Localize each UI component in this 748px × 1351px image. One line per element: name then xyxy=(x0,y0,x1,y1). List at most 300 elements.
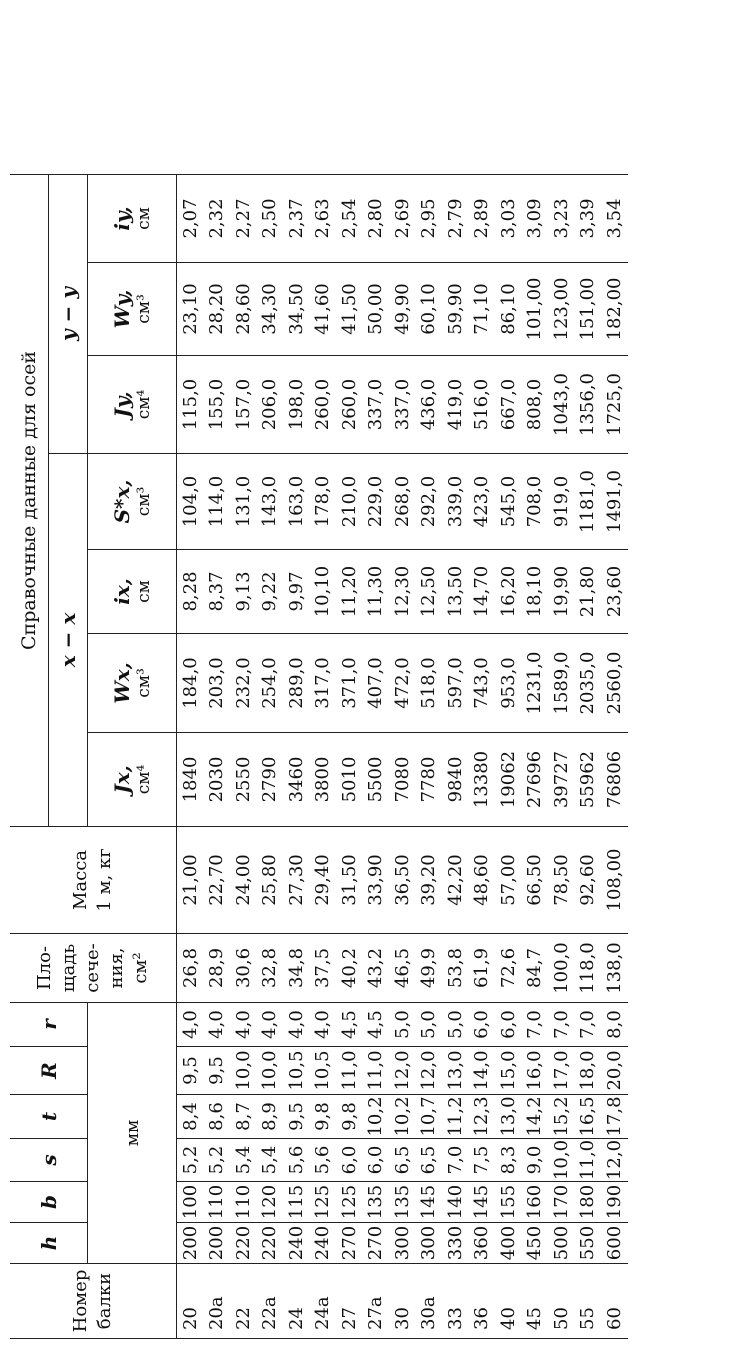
cell-iy: 3,03 xyxy=(495,175,522,263)
cell-h: 300 xyxy=(416,1223,443,1264)
cell-beam-number: 45 xyxy=(522,1264,549,1339)
header-Wy: Wy, см³ xyxy=(88,263,177,356)
cell-Wx: 518,0 xyxy=(416,634,443,733)
table-row xyxy=(310,175,337,1339)
cell-t: 9,8 xyxy=(310,1095,337,1139)
cell-Wy: 23,10 xyxy=(177,263,204,356)
cell-area: 138,0 xyxy=(601,934,628,1003)
header-Sx: S*x, см³ xyxy=(88,454,177,550)
cell-mass: 33,90 xyxy=(363,827,390,934)
cell-Sx: 114,0 xyxy=(204,454,231,550)
cell-Jx: 5500 xyxy=(363,733,390,827)
cell-r: 7,0 xyxy=(548,1003,575,1047)
cell-ix: 12,30 xyxy=(389,550,416,634)
cell-h: 200 xyxy=(204,1223,231,1264)
cell-Jx: 27696 xyxy=(522,733,549,827)
cell-ix: 8,28 xyxy=(177,550,204,634)
cell-r: 8,0 xyxy=(601,1003,628,1047)
cell-Sx: 163,0 xyxy=(283,454,310,550)
cell-Wy: 41,60 xyxy=(310,263,337,356)
cell-R: 12,0 xyxy=(416,1047,443,1095)
table-body xyxy=(177,175,628,1339)
cell-Wy: 86,10 xyxy=(495,263,522,356)
cell-Sx: 1181,0 xyxy=(575,454,602,550)
cell-r: 4,5 xyxy=(363,1003,390,1047)
header-reference-data: Справочные данные для осей xyxy=(10,175,49,827)
cell-Jx: 5010 xyxy=(336,733,363,827)
cell-b: 125 xyxy=(310,1182,337,1223)
cell-b: 155 xyxy=(495,1182,522,1223)
cell-h: 200 xyxy=(177,1223,204,1264)
cell-t: 9,5 xyxy=(283,1095,310,1139)
header-b: b xyxy=(10,1182,88,1223)
cell-Sx: 292,0 xyxy=(416,454,443,550)
cell-Jy: 808,0 xyxy=(522,356,549,454)
cell-ix: 9,97 xyxy=(283,550,310,634)
cell-h: 360 xyxy=(469,1223,496,1264)
cell-Wx: 743,0 xyxy=(469,634,496,733)
cell-R: 17,0 xyxy=(548,1047,575,1095)
cell-Jy: 1043,0 xyxy=(548,356,575,454)
cell-Wy: 34,30 xyxy=(257,263,284,356)
table-row xyxy=(575,175,602,1339)
cell-Wx: 953,0 xyxy=(495,634,522,733)
cell-s: 9,0 xyxy=(522,1139,549,1182)
cell-h: 240 xyxy=(283,1223,310,1264)
table-row xyxy=(495,175,522,1339)
cell-beam-number: 27а xyxy=(363,1264,390,1339)
cell-s: 5,6 xyxy=(310,1139,337,1182)
cell-mass: 42,20 xyxy=(442,827,469,934)
cell-b: 140 xyxy=(442,1182,469,1223)
cell-mass: 78,50 xyxy=(548,827,575,934)
cell-Wx: 472,0 xyxy=(389,634,416,733)
table-row xyxy=(416,175,443,1339)
cell-Sx: 708,0 xyxy=(522,454,549,550)
table-row xyxy=(257,175,284,1339)
cell-h: 500 xyxy=(548,1223,575,1264)
cell-mass: 66,50 xyxy=(522,827,549,934)
cell-t: 14,2 xyxy=(522,1095,549,1139)
cell-h: 550 xyxy=(575,1223,602,1264)
table-row xyxy=(336,175,363,1339)
cell-area: 49,9 xyxy=(416,934,443,1003)
cell-Jy: 667,0 xyxy=(495,356,522,454)
header-iy: iy, см xyxy=(88,175,177,263)
cell-t: 10,2 xyxy=(363,1095,390,1139)
header-R: R xyxy=(10,1047,88,1095)
cell-iy: 2,63 xyxy=(310,175,337,263)
cell-Jx: 19062 xyxy=(495,733,522,827)
cell-iy: 3,54 xyxy=(601,175,628,263)
cell-Sx: 104,0 xyxy=(177,454,204,550)
cell-Jx: 2550 xyxy=(230,733,257,827)
cell-h: 400 xyxy=(495,1223,522,1264)
cell-area: 100,0 xyxy=(548,934,575,1003)
cell-b: 145 xyxy=(469,1182,496,1223)
cell-iy: 2,27 xyxy=(230,175,257,263)
cell-mass: 31,50 xyxy=(336,827,363,934)
cell-ix: 8,37 xyxy=(204,550,231,634)
cell-Sx: 423,0 xyxy=(469,454,496,550)
cell-Sx: 1491,0 xyxy=(601,454,628,550)
cell-mass: 29,40 xyxy=(310,827,337,934)
cell-s: 6,0 xyxy=(336,1139,363,1182)
cell-t: 9,8 xyxy=(336,1095,363,1139)
cell-ix: 16,20 xyxy=(495,550,522,634)
cell-iy: 2,79 xyxy=(442,175,469,263)
cell-ix: 21,80 xyxy=(575,550,602,634)
cell-r: 6,0 xyxy=(469,1003,496,1047)
cell-h: 220 xyxy=(230,1223,257,1264)
cell-Jx: 7080 xyxy=(389,733,416,827)
cell-h: 450 xyxy=(522,1223,549,1264)
header-beam-number: Номер балки xyxy=(10,1264,177,1339)
cell-mass: 108,00 xyxy=(601,827,628,934)
cell-Jy: 155,0 xyxy=(204,356,231,454)
table-row xyxy=(601,175,628,1339)
cell-ix: 12,50 xyxy=(416,550,443,634)
cell-s: 6,5 xyxy=(389,1139,416,1182)
cell-mass: 25,80 xyxy=(257,827,284,934)
cell-ix: 14,70 xyxy=(469,550,496,634)
cell-Wy: 151,00 xyxy=(575,263,602,356)
cell-s: 12,0 xyxy=(601,1139,628,1182)
cell-Jx: 39727 xyxy=(548,733,575,827)
cell-Sx: 919,0 xyxy=(548,454,575,550)
cell-ix: 9,13 xyxy=(230,550,257,634)
cell-area: 37,5 xyxy=(310,934,337,1003)
cell-area: 72,6 xyxy=(495,934,522,1003)
table-row xyxy=(442,175,469,1339)
cell-r: 7,0 xyxy=(575,1003,602,1047)
cell-area: 53,8 xyxy=(442,934,469,1003)
cell-iy: 3,23 xyxy=(548,175,575,263)
cell-beam-number: 40 xyxy=(495,1264,522,1339)
cell-R: 10,0 xyxy=(257,1047,284,1095)
cell-Sx: 210,0 xyxy=(336,454,363,550)
cell-Jx: 2030 xyxy=(204,733,231,827)
cell-mass: 22,70 xyxy=(204,827,231,934)
cell-Wy: 50,00 xyxy=(363,263,390,356)
cell-t: 15,2 xyxy=(548,1095,575,1139)
cell-mass: 27,30 xyxy=(283,827,310,934)
table-row xyxy=(230,175,257,1339)
cell-area: 43,2 xyxy=(363,934,390,1003)
cell-s: 11,0 xyxy=(575,1139,602,1182)
cell-Wy: 71,10 xyxy=(469,263,496,356)
i-beam-reference-table xyxy=(10,174,628,1339)
cell-mass: 24,00 xyxy=(230,827,257,934)
cell-Jy: 419,0 xyxy=(442,356,469,454)
cell-ix: 10,10 xyxy=(310,550,337,634)
cell-Jx: 9840 xyxy=(442,733,469,827)
cell-Jx: 3460 xyxy=(283,733,310,827)
cell-Sx: 178,0 xyxy=(310,454,337,550)
header-ix: ix, см xyxy=(88,550,177,634)
cell-R: 11,0 xyxy=(336,1047,363,1095)
cell-h: 270 xyxy=(336,1223,363,1264)
table-row xyxy=(177,175,204,1339)
cell-r: 4,0 xyxy=(177,1003,204,1047)
cell-b: 110 xyxy=(204,1182,231,1223)
cell-iy: 2,50 xyxy=(257,175,284,263)
cell-R: 15,0 xyxy=(495,1047,522,1095)
table-row xyxy=(363,175,390,1339)
cell-r: 5,0 xyxy=(416,1003,443,1047)
header-Wx: Wx, см³ xyxy=(88,634,177,733)
cell-s: 6,0 xyxy=(363,1139,390,1182)
cell-beam-number: 30 xyxy=(389,1264,416,1339)
cell-b: 170 xyxy=(548,1182,575,1223)
cell-iy: 2,89 xyxy=(469,175,496,263)
cell-h: 240 xyxy=(310,1223,337,1264)
header-r: r xyxy=(10,1003,88,1047)
cell-t: 8,9 xyxy=(257,1095,284,1139)
cell-Wx: 184,0 xyxy=(177,634,204,733)
cell-b: 180 xyxy=(575,1182,602,1223)
cell-iy: 2,07 xyxy=(177,175,204,263)
cell-R: 18,0 xyxy=(575,1047,602,1095)
cell-s: 5,2 xyxy=(177,1139,204,1182)
cell-area: 26,8 xyxy=(177,934,204,1003)
header-t: t xyxy=(10,1095,88,1139)
cell-r: 5,0 xyxy=(389,1003,416,1047)
cell-iy: 2,37 xyxy=(283,175,310,263)
cell-Jx: 7780 xyxy=(416,733,443,827)
cell-Wy: 182,00 xyxy=(601,263,628,356)
cell-s: 5,6 xyxy=(283,1139,310,1182)
header-axis-y: y − y xyxy=(49,175,88,454)
cell-Wx: 2035,0 xyxy=(575,634,602,733)
header-area: Пло- щадь сече- ния, см² xyxy=(10,934,177,1003)
cell-beam-number: 60 xyxy=(601,1264,628,1339)
cell-t: 8,7 xyxy=(230,1095,257,1139)
cell-mass: 21,00 xyxy=(177,827,204,934)
cell-s: 7,0 xyxy=(442,1139,469,1182)
cell-Jy: 1725,0 xyxy=(601,356,628,454)
cell-Jy: 516,0 xyxy=(469,356,496,454)
cell-Jy: 115,0 xyxy=(177,356,204,454)
cell-r: 4,0 xyxy=(204,1003,231,1047)
cell-b: 125 xyxy=(336,1182,363,1223)
cell-r: 5,0 xyxy=(442,1003,469,1047)
cell-Jx: 76806 xyxy=(601,733,628,827)
cell-iy: 3,39 xyxy=(575,175,602,263)
cell-Wx: 407,0 xyxy=(363,634,390,733)
cell-area: 118,0 xyxy=(575,934,602,1003)
cell-Jx: 55962 xyxy=(575,733,602,827)
table-row xyxy=(389,175,416,1339)
cell-h: 330 xyxy=(442,1223,469,1264)
cell-R: 10,5 xyxy=(283,1047,310,1095)
cell-R: 11,0 xyxy=(363,1047,390,1095)
cell-R: 9,5 xyxy=(177,1047,204,1095)
cell-Sx: 143,0 xyxy=(257,454,284,550)
cell-Jx: 1840 xyxy=(177,733,204,827)
cell-Sx: 545,0 xyxy=(495,454,522,550)
cell-Jy: 198,0 xyxy=(283,356,310,454)
cell-b: 100 xyxy=(177,1182,204,1223)
cell-h: 300 xyxy=(389,1223,416,1264)
cell-Wx: 254,0 xyxy=(257,634,284,733)
cell-beam-number: 30а xyxy=(416,1264,443,1339)
cell-h: 220 xyxy=(257,1223,284,1264)
cell-beam-number: 20 xyxy=(177,1264,204,1339)
cell-beam-number: 20а xyxy=(204,1264,231,1339)
cell-area: 46,5 xyxy=(389,934,416,1003)
cell-Wx: 371,0 xyxy=(336,634,363,733)
cell-t: 13,0 xyxy=(495,1095,522,1139)
cell-b: 190 xyxy=(601,1182,628,1223)
cell-area: 84,7 xyxy=(522,934,549,1003)
header-Jy: Jy, см⁴ xyxy=(88,356,177,454)
cell-mass: 57,00 xyxy=(495,827,522,934)
cell-Jy: 436,0 xyxy=(416,356,443,454)
header-mm: мм xyxy=(88,1003,177,1264)
cell-b: 115 xyxy=(283,1182,310,1223)
cell-R: 16,0 xyxy=(522,1047,549,1095)
cell-mass: 92,60 xyxy=(575,827,602,934)
cell-b: 135 xyxy=(389,1182,416,1223)
header-s: s xyxy=(10,1139,88,1182)
cell-r: 4,0 xyxy=(230,1003,257,1047)
cell-Wx: 203,0 xyxy=(204,634,231,733)
cell-s: 5,4 xyxy=(257,1139,284,1182)
cell-beam-number: 22а xyxy=(257,1264,284,1339)
cell-t: 16,5 xyxy=(575,1095,602,1139)
cell-area: 32,8 xyxy=(257,934,284,1003)
cell-b: 110 xyxy=(230,1182,257,1223)
cell-area: 28,9 xyxy=(204,934,231,1003)
cell-Wy: 49,90 xyxy=(389,263,416,356)
cell-Wx: 1589,0 xyxy=(548,634,575,733)
cell-R: 10,0 xyxy=(230,1047,257,1095)
cell-mass: 36,50 xyxy=(389,827,416,934)
cell-h: 600 xyxy=(601,1223,628,1264)
table-row xyxy=(204,175,231,1339)
cell-Wy: 101,00 xyxy=(522,263,549,356)
cell-ix: 11,20 xyxy=(336,550,363,634)
cell-R: 9,5 xyxy=(204,1047,231,1095)
cell-Wy: 41,50 xyxy=(336,263,363,356)
cell-h: 270 xyxy=(363,1223,390,1264)
table-row xyxy=(522,175,549,1339)
cell-b: 145 xyxy=(416,1182,443,1223)
cell-beam-number: 24 xyxy=(283,1264,310,1339)
cell-iy: 2,54 xyxy=(336,175,363,263)
table-row xyxy=(283,175,310,1339)
cell-Jy: 260,0 xyxy=(310,356,337,454)
cell-Sx: 268,0 xyxy=(389,454,416,550)
cell-R: 13,0 xyxy=(442,1047,469,1095)
cell-beam-number: 55 xyxy=(575,1264,602,1339)
cell-t: 8,6 xyxy=(204,1095,231,1139)
cell-Wy: 60,10 xyxy=(416,263,443,356)
cell-Wx: 1231,0 xyxy=(522,634,549,733)
cell-beam-number: 27 xyxy=(336,1264,363,1339)
cell-t: 17,8 xyxy=(601,1095,628,1139)
cell-s: 7,5 xyxy=(469,1139,496,1182)
cell-Jy: 1356,0 xyxy=(575,356,602,454)
cell-R: 12,0 xyxy=(389,1047,416,1095)
cell-beam-number: 33 xyxy=(442,1264,469,1339)
cell-iy: 2,32 xyxy=(204,175,231,263)
cell-Wx: 2560,0 xyxy=(601,634,628,733)
cell-ix: 9,22 xyxy=(257,550,284,634)
cell-t: 12,3 xyxy=(469,1095,496,1139)
cell-s: 5,4 xyxy=(230,1139,257,1182)
cell-ix: 18,10 xyxy=(522,550,549,634)
cell-Jx: 3800 xyxy=(310,733,337,827)
cell-Wy: 123,00 xyxy=(548,263,575,356)
cell-ix: 19,90 xyxy=(548,550,575,634)
cell-t: 8,4 xyxy=(177,1095,204,1139)
cell-Jx: 13380 xyxy=(469,733,496,827)
cell-ix: 11,30 xyxy=(363,550,390,634)
cell-r: 7,0 xyxy=(522,1003,549,1047)
table-row xyxy=(469,175,496,1339)
cell-R: 20,0 xyxy=(601,1047,628,1095)
cell-s: 10,0 xyxy=(548,1139,575,1182)
cell-Sx: 339,0 xyxy=(442,454,469,550)
cell-mass: 39,20 xyxy=(416,827,443,934)
cell-Wy: 28,60 xyxy=(230,263,257,356)
cell-Jy: 206,0 xyxy=(257,356,284,454)
cell-R: 10,5 xyxy=(310,1047,337,1095)
cell-r: 4,0 xyxy=(283,1003,310,1047)
cell-beam-number: 22 xyxy=(230,1264,257,1339)
cell-Jy: 260,0 xyxy=(336,356,363,454)
cell-mass: 48,60 xyxy=(469,827,496,934)
header-mass: Масса 1 м, кг xyxy=(10,827,177,934)
cell-b: 120 xyxy=(257,1182,284,1223)
header-h: h xyxy=(10,1223,88,1264)
cell-b: 135 xyxy=(363,1182,390,1223)
cell-iy: 3,09 xyxy=(522,175,549,263)
cell-t: 11,2 xyxy=(442,1095,469,1139)
cell-Wx: 289,0 xyxy=(283,634,310,733)
header-Jx: Jx, см⁴ xyxy=(88,733,177,827)
cell-t: 10,2 xyxy=(389,1095,416,1139)
cell-Jy: 157,0 xyxy=(230,356,257,454)
cell-s: 6,5 xyxy=(416,1139,443,1182)
cell-Wy: 28,20 xyxy=(204,263,231,356)
cell-r: 4,5 xyxy=(336,1003,363,1047)
cell-beam-number: 50 xyxy=(548,1264,575,1339)
cell-area: 34,8 xyxy=(283,934,310,1003)
cell-beam-number: 36 xyxy=(469,1264,496,1339)
cell-t: 10,7 xyxy=(416,1095,443,1139)
cell-s: 8,3 xyxy=(495,1139,522,1182)
cell-area: 40,2 xyxy=(336,934,363,1003)
cell-Wx: 232,0 xyxy=(230,634,257,733)
cell-iy: 2,80 xyxy=(363,175,390,263)
cell-Sx: 229,0 xyxy=(363,454,390,550)
cell-r: 4,0 xyxy=(257,1003,284,1047)
cell-Wx: 317,0 xyxy=(310,634,337,733)
cell-s: 5,2 xyxy=(204,1139,231,1182)
table-row xyxy=(548,175,575,1339)
cell-Wy: 59,90 xyxy=(442,263,469,356)
cell-area: 61,9 xyxy=(469,934,496,1003)
cell-b: 160 xyxy=(522,1182,549,1223)
header-axis-x: x − x xyxy=(49,454,88,827)
cell-beam-number: 24а xyxy=(310,1264,337,1339)
cell-r: 6,0 xyxy=(495,1003,522,1047)
cell-area: 30,6 xyxy=(230,934,257,1003)
cell-Jy: 337,0 xyxy=(363,356,390,454)
